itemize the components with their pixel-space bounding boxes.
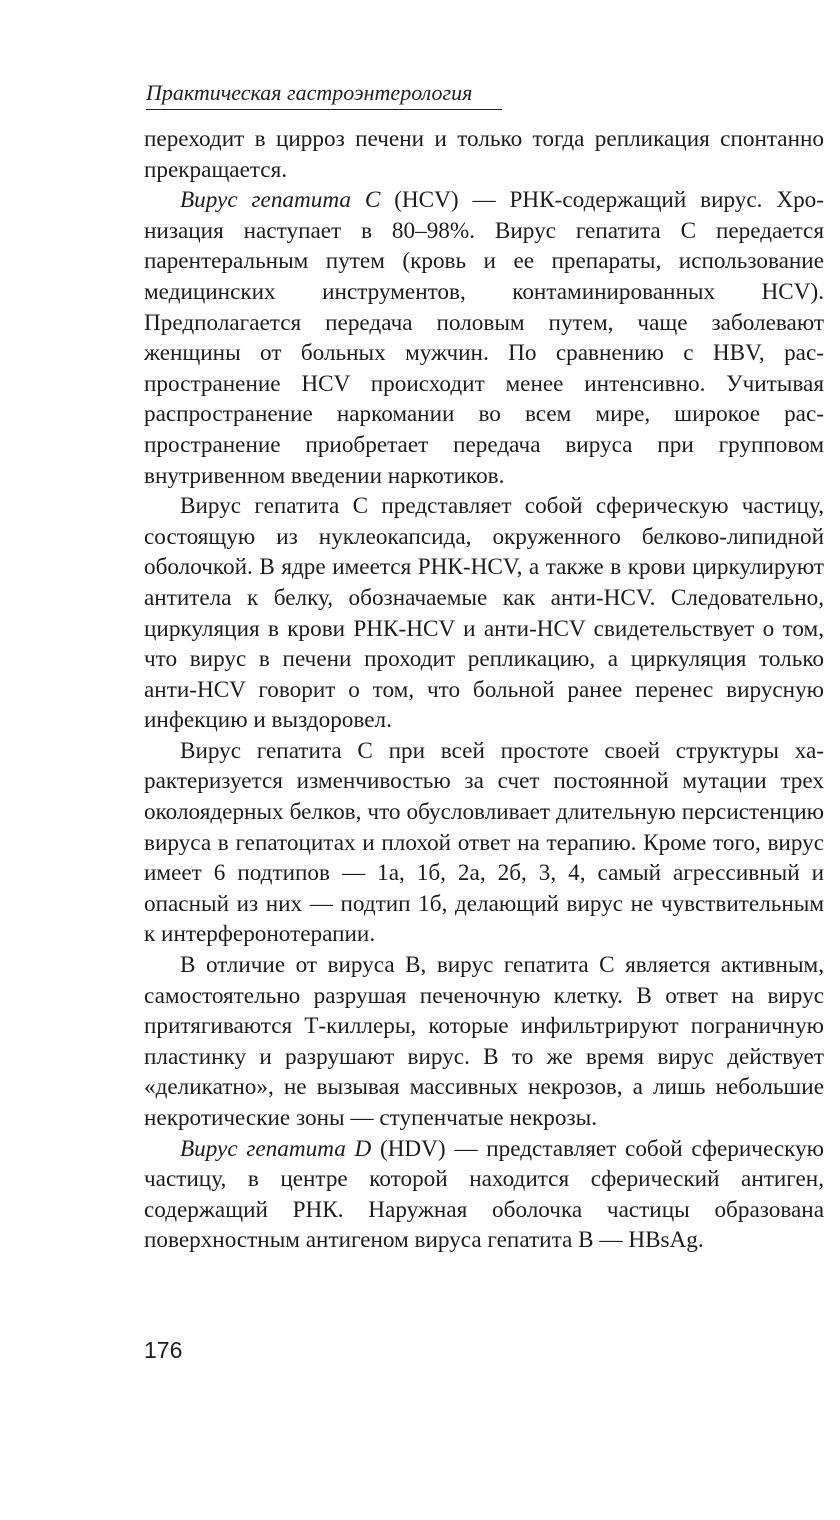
paragraph-text: В отличие от вируса В, вирус гепатита С является активным, самостоятельно разрушая печеночную клетку. В ответ на вирус притягиваются Т-киллеры, которые инфильтрируют пограничную пластинку и разрушают вирус. В то же время вирус действует «деликатно», не вызывая массивных некрозов, а лишь небольшие некротические зоны — ступенчатые некрозы. — [144, 952, 824, 1131]
paragraph — [144, 124, 824, 185]
paragraph — [144, 950, 824, 1134]
paragraph-text: переходит в цирроз печени и только тогда репликация спонтанно прекращается. — [144, 126, 824, 183]
paragraph — [144, 185, 824, 491]
paragraph-text: Вирус гепатита С при всей простоте своей структуры характеризуется изменчивостью за счет постоянной мутации трех околоядерных белков, что обусловливает длительную персистенцию вируса в гепатоцитах и плохой ответ на терапию. Кроме того, вирус имеет 6 подтипов — 1а, 1б, 2а, 2б, 3, 4, самый агрессивный и опасный из них — подтип 1б, делающий вирус не чувствительным к интерферонотерапии. — [144, 737, 824, 948]
page-number: 176 — [144, 1337, 183, 1363]
paragraph-lead: Вирус гепатита D — [180, 1135, 372, 1162]
paragraph — [144, 736, 824, 950]
paragraph-text: Вирус гепатита С представляет собой сферическую частицу, состоящую из нуклеокапсида, окруженного белково-липидной оболочкой. В ядре имеется РНК-HCV, а также в крови циркулируют антитела к белку, обозначаемые как анти-HCV. Следовательно, циркуляция в крови РНК-HCV и анти-HCV свидетельствует о том, что вирус в печени проходит репликацию, а циркуляция только анти-HCV говорит о том, что больной ранее перенес вирусную инфекцию и выздоровел. — [144, 493, 824, 734]
body-text — [144, 124, 824, 1256]
paragraph-lead: Вирус гепатита C — [180, 187, 381, 214]
paragraph — [144, 1134, 824, 1256]
paragraph — [144, 491, 824, 736]
paragraph-text: (HDV) — представляет собой сферическую частицу, в центре которой находится сферический антиген, содержащий РНК. Наружная оболочка частицы образована поверхностным антигеном вируса гепатита В — HBsAg. — [144, 1135, 824, 1254]
running-head: Практическая гастроэнтерология — [146, 80, 502, 110]
paragraph-text: (HCV) — РНК-содержащий вирус. Хронизация наступает в 80–98%. Вирус гепатита С передается парентеральным путем (кровь и ее препараты, использование медицинских инструментов, контаминированных HCV). Предполагается передача половым путем, чаще заболевают женщины от больных мужчин. По сравнению с HBV, распространение HCV происходит менее интенсивно. Учитывая распространение наркомании во всем мире, широкое распространение приобретает передача вируса при групповом внутривенном введении наркотиков. — [144, 187, 824, 489]
